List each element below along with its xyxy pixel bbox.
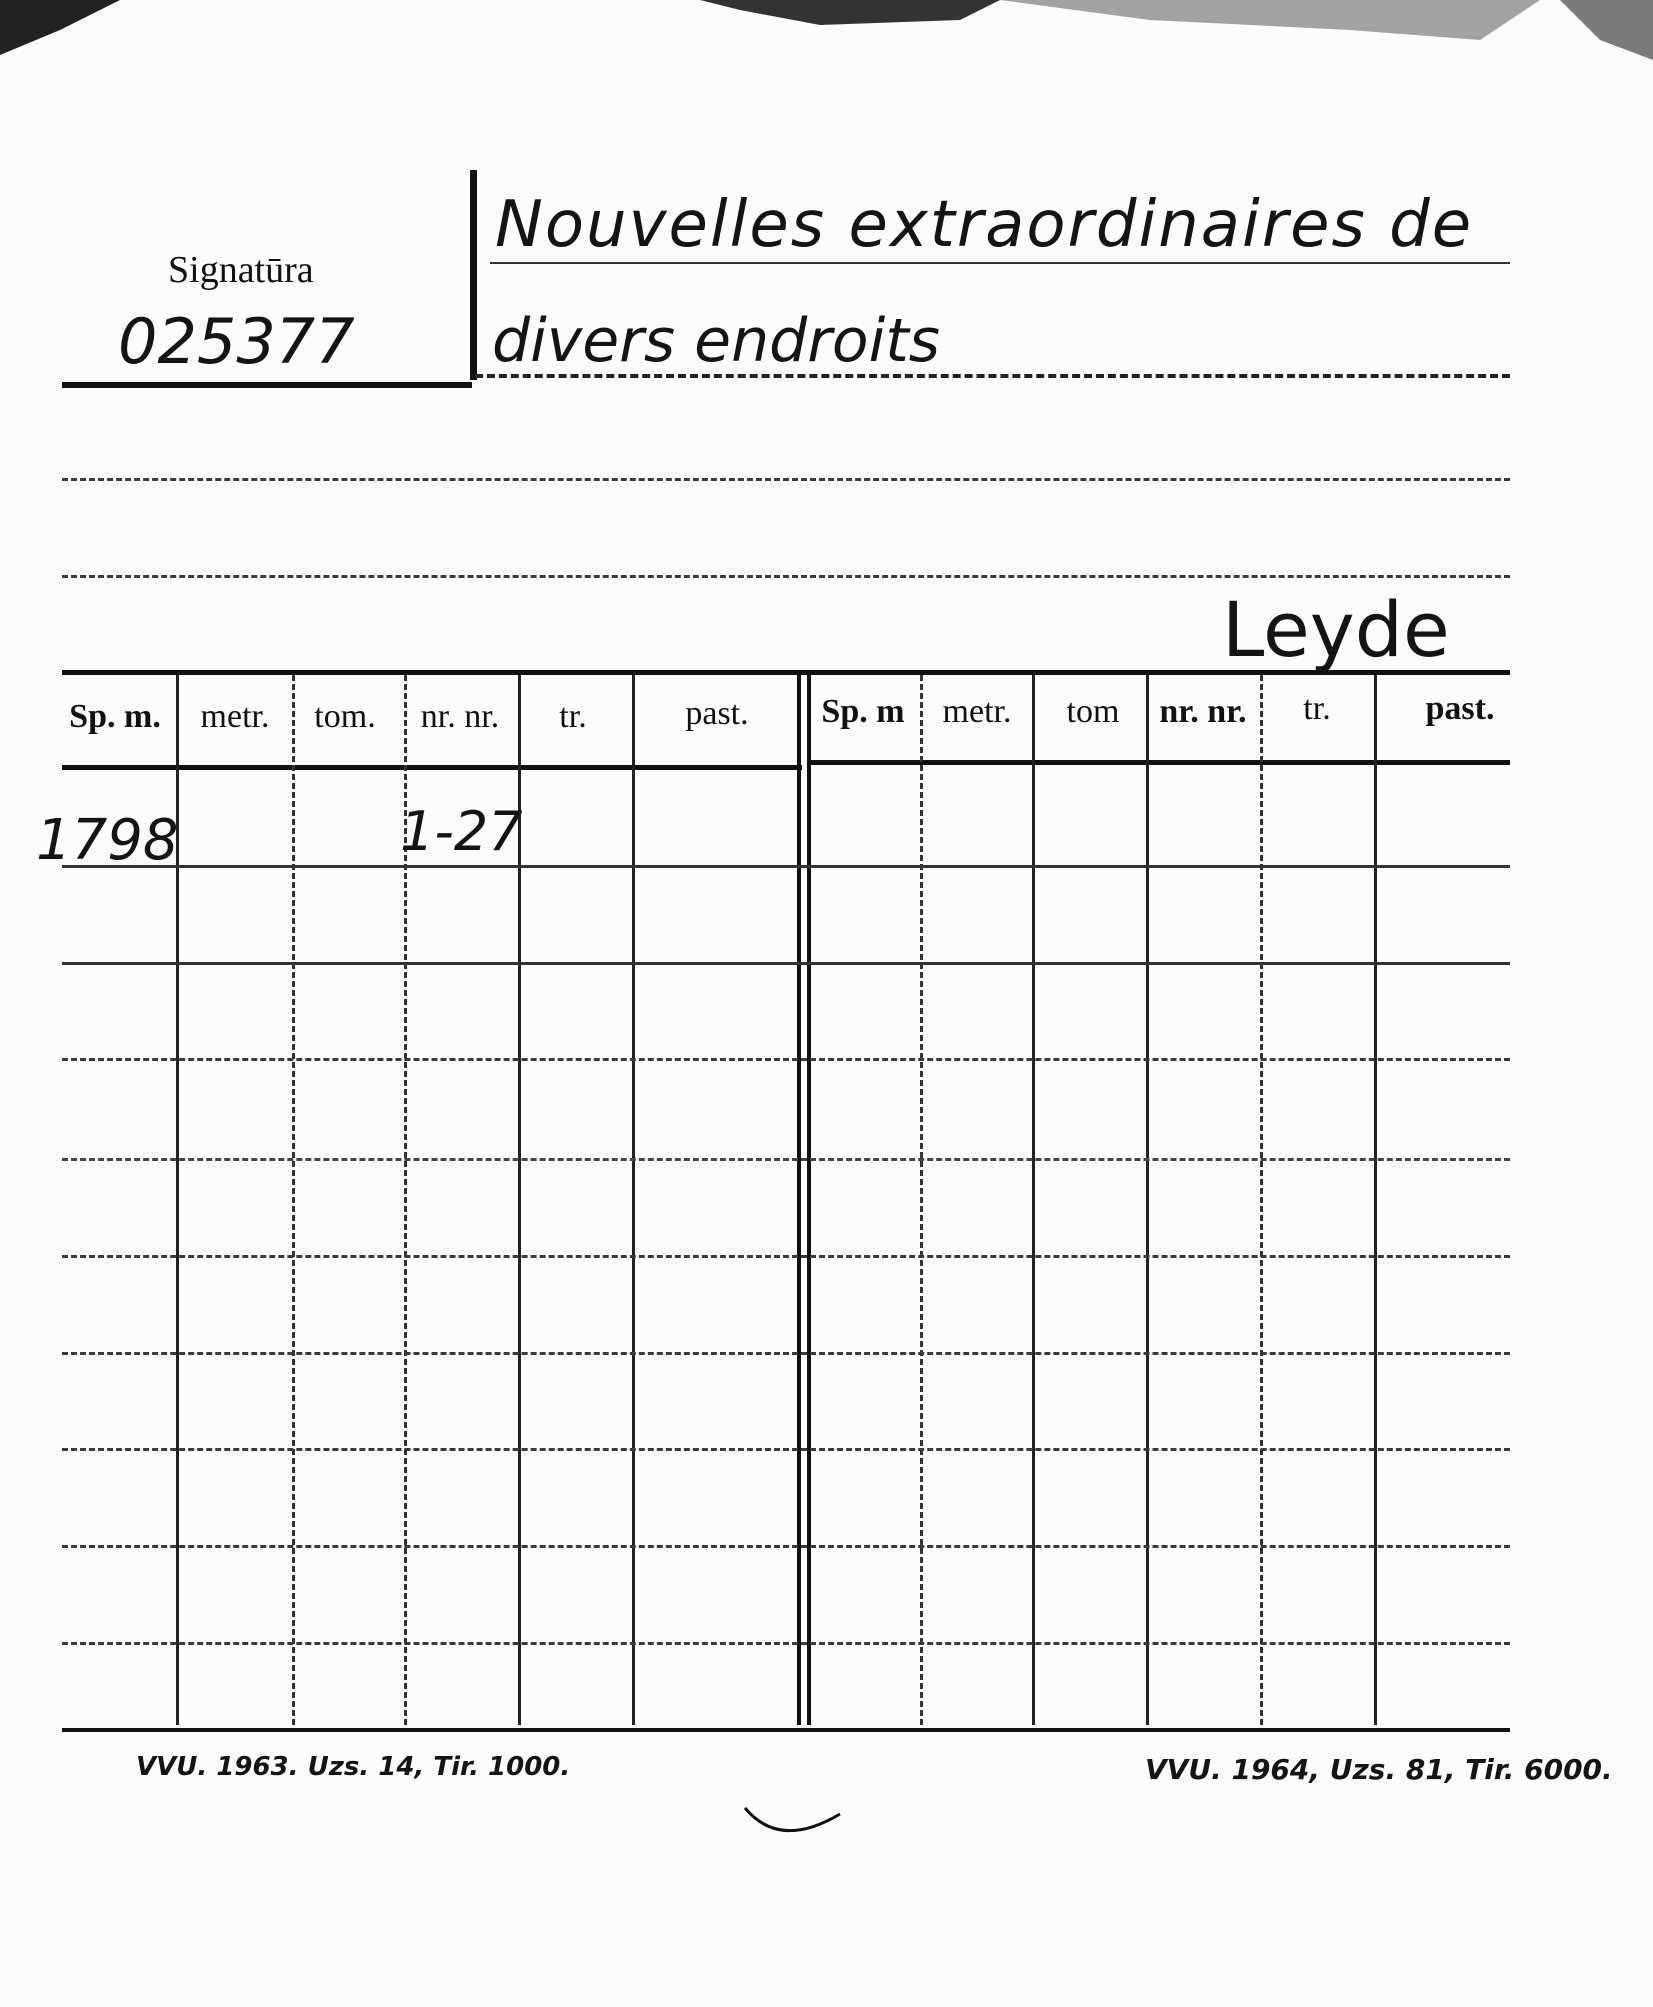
header-rule-right <box>475 374 1510 378</box>
header-past-left: past. <box>685 695 749 732</box>
header-nr-nr-right: nr. nr. <box>1159 693 1247 730</box>
row-line-6 <box>62 1352 1510 1355</box>
header-rule-left <box>62 382 472 388</box>
header-tr-left: tr. <box>559 698 587 735</box>
center-double-line-b <box>807 675 811 1725</box>
row-line-1 <box>62 865 1510 868</box>
header-tom-right: tom <box>1066 693 1120 730</box>
blank-line-1 <box>62 478 1510 481</box>
header-sp-m-right: Sp. m <box>821 693 905 730</box>
entry-sp-m: 1798 <box>36 808 179 873</box>
header-tr-right: tr. <box>1303 690 1331 727</box>
title-underline-1 <box>490 262 1510 264</box>
col-line-9 <box>1260 675 1263 1725</box>
row-line-2 <box>62 962 1510 965</box>
title-divider <box>470 170 477 380</box>
row-line-5 <box>62 1255 1510 1258</box>
header-nr-nr-left: nr. nr. <box>420 698 500 735</box>
col-line-8 <box>1146 675 1149 1725</box>
col-line-5 <box>632 675 635 1725</box>
table-top-rule <box>62 670 1510 675</box>
header-metr-right: metr. <box>942 693 1012 730</box>
col-line-6 <box>920 675 923 1725</box>
col-line-10 <box>1374 675 1377 1725</box>
row-line-3 <box>62 1058 1510 1061</box>
arc-mark <box>740 1800 850 1850</box>
blank-line-2 <box>62 575 1510 578</box>
footer-note-right: VVU. 1964, Uzs. 81, Tir. 6000. <box>1145 1753 1613 1786</box>
row-line-7 <box>62 1448 1510 1451</box>
row-line-9 <box>62 1642 1510 1645</box>
scan-artifact-top <box>0 0 1653 140</box>
header-bottom-rule-left <box>62 765 802 770</box>
place-name: Leyde <box>1222 585 1450 674</box>
signature-label: Signatūra <box>168 249 314 291</box>
entry-nr-nr: 1-27 <box>400 800 523 863</box>
header-past-right: past. <box>1425 690 1495 727</box>
row-line-4 <box>62 1158 1510 1161</box>
row-line-8 <box>62 1545 1510 1548</box>
col-line-2 <box>292 675 295 1725</box>
signature-number: 025377 <box>118 305 355 378</box>
header-tom-left: tom. <box>314 698 376 735</box>
header-bottom-rule-right <box>810 760 1510 765</box>
title-line-1: Nouvelles extraordinaires de <box>495 188 1474 262</box>
footer-note-left: VVU. 1963. Uzs. 14, Tir. 1000. <box>136 1752 571 1782</box>
table-bottom-rule <box>62 1728 1510 1732</box>
center-double-line-a <box>797 675 801 1725</box>
title-line-2: divers endroits <box>492 306 941 376</box>
col-line-7 <box>1032 675 1035 1725</box>
header-sp-m-left: Sp. m. <box>69 698 161 735</box>
header-metr-left: metr. <box>200 698 270 735</box>
